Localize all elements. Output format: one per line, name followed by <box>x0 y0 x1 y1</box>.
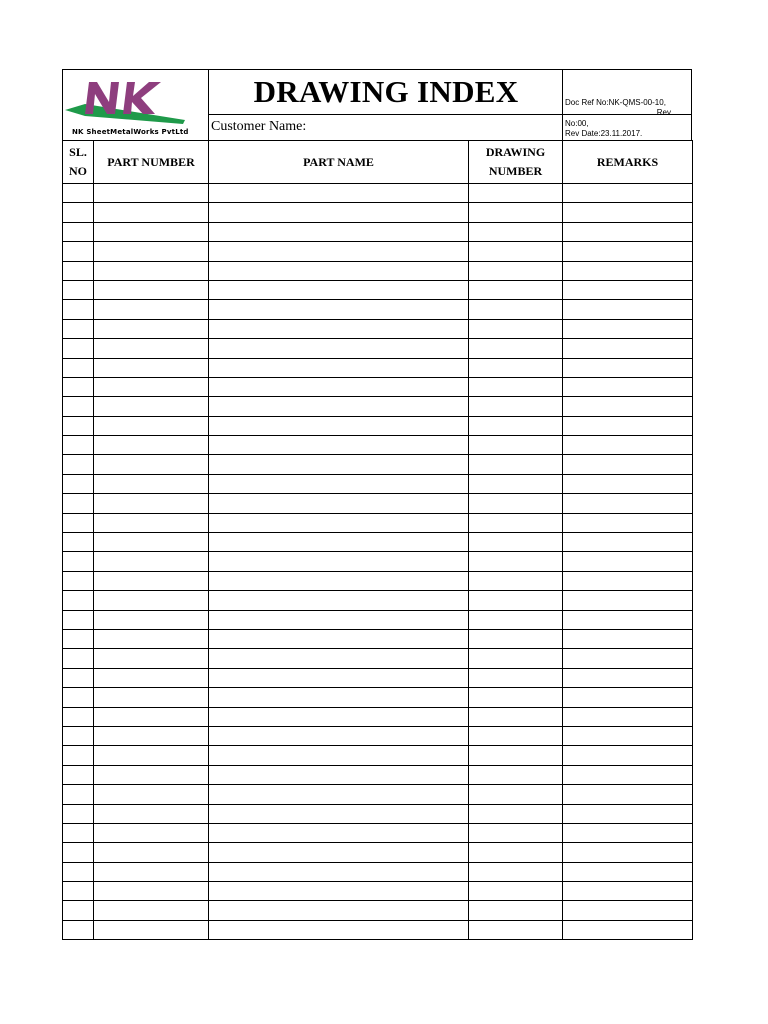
cell-remarks[interactable] <box>563 591 693 610</box>
cell-drawing-number[interactable] <box>469 184 563 203</box>
cell-sl-no[interactable] <box>63 280 94 299</box>
doc-divider <box>563 114 691 115</box>
cell-part-number[interactable] <box>94 474 209 493</box>
col-header-part-name: PART NAME <box>209 141 469 184</box>
cell-remarks[interactable] <box>563 242 693 261</box>
table-row <box>63 765 693 784</box>
cell-sl-no[interactable] <box>63 455 94 474</box>
cell-part-name[interactable] <box>209 765 469 784</box>
cell-part-number[interactable] <box>94 377 209 396</box>
cell-sl-no[interactable] <box>63 746 94 765</box>
cell-part-number[interactable] <box>94 629 209 648</box>
cell-drawing-number[interactable] <box>469 474 563 493</box>
cell-remarks[interactable] <box>563 397 693 416</box>
cell-remarks[interactable] <box>563 280 693 299</box>
cell-remarks[interactable] <box>563 300 693 319</box>
cell-part-name[interactable] <box>209 377 469 396</box>
cell-part-number[interactable] <box>94 882 209 901</box>
cell-sl-no[interactable] <box>63 416 94 435</box>
cell-drawing-number[interactable] <box>469 261 563 280</box>
cell-part-name[interactable] <box>209 901 469 920</box>
table-row <box>63 184 693 203</box>
cell-sl-no[interactable] <box>63 629 94 648</box>
customer-name-label: Customer Name: <box>211 119 307 134</box>
cell-sl-no[interactable] <box>63 901 94 920</box>
cell-remarks[interactable] <box>563 494 693 513</box>
cell-remarks[interactable] <box>563 785 693 804</box>
cell-part-number[interactable] <box>94 261 209 280</box>
cell-drawing-number[interactable] <box>469 552 563 571</box>
cell-sl-no[interactable] <box>63 319 94 338</box>
cell-drawing-number[interactable] <box>469 688 563 707</box>
customer-name-row <box>209 114 562 140</box>
doc-rev-date: Rev Date:23.11.2017. <box>565 129 643 138</box>
logo-letter-k <box>123 82 161 114</box>
header-block <box>62 69 692 141</box>
cell-sl-no[interactable] <box>63 649 94 668</box>
doc-rev-number: No:00, <box>565 119 589 128</box>
cell-part-number[interactable] <box>94 494 209 513</box>
cell-part-name[interactable] <box>209 184 469 203</box>
cell-part-name[interactable] <box>209 358 469 377</box>
cell-part-number[interactable] <box>94 688 209 707</box>
cell-remarks[interactable] <box>563 222 693 241</box>
cell-part-name[interactable] <box>209 533 469 552</box>
table-row <box>63 804 693 823</box>
cell-drawing-number[interactable] <box>469 319 563 338</box>
cell-sl-no[interactable] <box>63 804 94 823</box>
cell-drawing-number[interactable] <box>469 513 563 532</box>
cell-part-number[interactable] <box>94 804 209 823</box>
cell-part-number[interactable] <box>94 765 209 784</box>
table-body <box>63 184 693 940</box>
cell-drawing-number[interactable] <box>469 571 563 590</box>
cell-drawing-number[interactable] <box>469 494 563 513</box>
cell-sl-no[interactable] <box>63 222 94 241</box>
cell-part-name[interactable] <box>209 203 469 222</box>
cell-part-name[interactable] <box>209 688 469 707</box>
cell-part-number[interactable] <box>94 513 209 532</box>
cell-remarks[interactable] <box>563 688 693 707</box>
company-name: NK SheetMetalWorks PvtLtd <box>72 128 189 136</box>
cell-sl-no[interactable] <box>63 920 94 939</box>
cell-drawing-number[interactable] <box>469 785 563 804</box>
cell-drawing-number[interactable] <box>469 804 563 823</box>
cell-part-name[interactable] <box>209 746 469 765</box>
table-row <box>63 416 693 435</box>
cell-part-number[interactable] <box>94 416 209 435</box>
cell-part-number[interactable] <box>94 668 209 687</box>
cell-sl-no[interactable] <box>63 300 94 319</box>
cell-remarks[interactable] <box>563 707 693 726</box>
cell-part-name[interactable] <box>209 222 469 241</box>
table-row <box>63 203 693 222</box>
table-row <box>63 222 693 241</box>
cell-part-name[interactable] <box>209 591 469 610</box>
cell-part-number[interactable] <box>94 203 209 222</box>
cell-drawing-number[interactable] <box>469 629 563 648</box>
cell-remarks[interactable] <box>563 765 693 784</box>
table-row <box>63 300 693 319</box>
cell-sl-no[interactable] <box>63 203 94 222</box>
cell-part-name[interactable] <box>209 300 469 319</box>
cell-sl-no[interactable] <box>63 785 94 804</box>
cell-sl-no[interactable] <box>63 668 94 687</box>
col-header-remarks: REMARKS <box>563 141 693 184</box>
cell-part-name[interactable] <box>209 882 469 901</box>
cell-drawing-number[interactable] <box>469 280 563 299</box>
table-row <box>63 358 693 377</box>
cell-sl-no[interactable] <box>63 843 94 862</box>
table-row <box>63 494 693 513</box>
cell-part-name[interactable] <box>209 261 469 280</box>
drawing-index-sheet <box>62 69 692 940</box>
table-row <box>63 319 693 338</box>
cell-sl-no[interactable] <box>63 862 94 881</box>
cell-remarks[interactable] <box>563 358 693 377</box>
cell-remarks[interactable] <box>563 184 693 203</box>
cell-sl-no[interactable] <box>63 184 94 203</box>
cell-part-name[interactable] <box>209 785 469 804</box>
cell-drawing-number[interactable] <box>469 862 563 881</box>
table-row <box>63 629 693 648</box>
cell-part-name[interactable] <box>209 280 469 299</box>
table-row <box>63 552 693 571</box>
cell-drawing-number[interactable] <box>469 920 563 939</box>
cell-remarks[interactable] <box>563 629 693 648</box>
cell-sl-no[interactable] <box>63 377 94 396</box>
cell-part-name[interactable] <box>209 920 469 939</box>
cell-sl-no[interactable] <box>63 688 94 707</box>
cell-remarks[interactable] <box>563 746 693 765</box>
table-row <box>63 746 693 765</box>
cell-part-number[interactable] <box>94 920 209 939</box>
table-row <box>63 649 693 668</box>
cell-part-number[interactable] <box>94 222 209 241</box>
cell-part-name[interactable] <box>209 668 469 687</box>
cell-part-name[interactable] <box>209 319 469 338</box>
table-row <box>63 397 693 416</box>
cell-remarks[interactable] <box>563 416 693 435</box>
cell-part-name[interactable] <box>209 494 469 513</box>
cell-remarks[interactable] <box>563 436 693 455</box>
drawing-index-table <box>62 140 693 940</box>
cell-part-name[interactable] <box>209 862 469 881</box>
cell-sl-no[interactable] <box>63 242 94 261</box>
cell-part-name[interactable] <box>209 513 469 532</box>
cell-sl-no[interactable] <box>63 765 94 784</box>
cell-part-number[interactable] <box>94 397 209 416</box>
table-row <box>63 726 693 745</box>
cell-part-name[interactable] <box>209 629 469 648</box>
col-header-sl-no: SL. NO <box>63 141 94 184</box>
cell-sl-no[interactable] <box>63 339 94 358</box>
cell-sl-no[interactable] <box>63 591 94 610</box>
table-row <box>63 513 693 532</box>
table-header-row <box>63 141 693 184</box>
table-row <box>63 474 693 493</box>
cell-part-number[interactable] <box>94 455 209 474</box>
cell-part-number[interactable] <box>94 785 209 804</box>
cell-remarks[interactable] <box>563 474 693 493</box>
cell-part-number[interactable] <box>94 591 209 610</box>
cell-sl-no[interactable] <box>63 474 94 493</box>
cell-drawing-number[interactable] <box>469 610 563 629</box>
cell-remarks[interactable] <box>563 649 693 668</box>
cell-drawing-number[interactable] <box>469 416 563 435</box>
cell-drawing-number[interactable] <box>469 882 563 901</box>
cell-drawing-number[interactable] <box>469 222 563 241</box>
title-cell <box>209 70 563 140</box>
cell-part-name[interactable] <box>209 571 469 590</box>
cell-part-number[interactable] <box>94 436 209 455</box>
cell-remarks[interactable] <box>563 319 693 338</box>
cell-part-name[interactable] <box>209 707 469 726</box>
cell-drawing-number[interactable] <box>469 843 563 862</box>
cell-remarks[interactable] <box>563 882 693 901</box>
doc-rev-label: Rev <box>656 108 671 117</box>
cell-remarks[interactable] <box>563 901 693 920</box>
cell-part-number[interactable] <box>94 339 209 358</box>
cell-part-number[interactable] <box>94 552 209 571</box>
table-row <box>63 823 693 842</box>
cell-part-number[interactable] <box>94 533 209 552</box>
page-title: DRAWING INDEX <box>253 74 519 109</box>
cell-sl-no[interactable] <box>63 261 94 280</box>
table-row <box>63 533 693 552</box>
cell-drawing-number[interactable] <box>469 358 563 377</box>
table-row <box>63 280 693 299</box>
cell-part-name[interactable] <box>209 843 469 862</box>
table-row <box>63 688 693 707</box>
cell-drawing-number[interactable] <box>469 203 563 222</box>
cell-remarks[interactable] <box>563 455 693 474</box>
cell-remarks[interactable] <box>563 823 693 842</box>
cell-remarks[interactable] <box>563 610 693 629</box>
cell-part-number[interactable] <box>94 726 209 745</box>
cell-drawing-number[interactable] <box>469 300 563 319</box>
cell-sl-no[interactable] <box>63 397 94 416</box>
cell-part-number[interactable] <box>94 862 209 881</box>
cell-sl-no[interactable] <box>63 533 94 552</box>
cell-drawing-number[interactable] <box>469 726 563 745</box>
table-row <box>63 436 693 455</box>
table-row <box>63 261 693 280</box>
cell-part-name[interactable] <box>209 649 469 668</box>
cell-remarks[interactable] <box>563 862 693 881</box>
cell-drawing-number[interactable] <box>469 377 563 396</box>
cell-drawing-number[interactable] <box>469 591 563 610</box>
cell-part-name[interactable] <box>209 397 469 416</box>
cell-part-number[interactable] <box>94 610 209 629</box>
cell-drawing-number[interactable] <box>469 339 563 358</box>
cell-part-number[interactable] <box>94 823 209 842</box>
cell-sl-no[interactable] <box>63 823 94 842</box>
cell-part-name[interactable] <box>209 436 469 455</box>
cell-drawing-number[interactable] <box>469 436 563 455</box>
cell-part-number[interactable] <box>94 184 209 203</box>
cell-part-name[interactable] <box>209 242 469 261</box>
doc-ref-cell <box>563 70 691 140</box>
cell-remarks[interactable] <box>563 513 693 532</box>
cell-part-number[interactable] <box>94 843 209 862</box>
table-row <box>63 843 693 862</box>
cell-sl-no[interactable] <box>63 513 94 532</box>
cell-drawing-number[interactable] <box>469 668 563 687</box>
cell-remarks[interactable] <box>563 261 693 280</box>
table-row <box>63 571 693 590</box>
company-logo-icon <box>65 74 189 126</box>
cell-drawing-number[interactable] <box>469 242 563 261</box>
cell-part-number[interactable] <box>94 746 209 765</box>
cell-remarks[interactable] <box>563 726 693 745</box>
table-row <box>63 785 693 804</box>
cell-part-name[interactable] <box>209 552 469 571</box>
table-row <box>63 610 693 629</box>
table-row <box>63 455 693 474</box>
cell-drawing-number[interactable] <box>469 533 563 552</box>
cell-part-name[interactable] <box>209 474 469 493</box>
cell-drawing-number[interactable] <box>469 823 563 842</box>
table-row <box>63 901 693 920</box>
table-row <box>63 668 693 687</box>
cell-sl-no[interactable] <box>63 436 94 455</box>
doc-ref-number: Doc Ref No:NK-QMS-00-10, <box>565 98 666 107</box>
cell-sl-no[interactable] <box>63 552 94 571</box>
table-row <box>63 377 693 396</box>
logo-cell <box>63 70 209 140</box>
cell-part-name[interactable] <box>209 610 469 629</box>
cell-part-number[interactable] <box>94 300 209 319</box>
table-row <box>63 339 693 358</box>
cell-part-number[interactable] <box>94 358 209 377</box>
cell-part-name[interactable] <box>209 823 469 842</box>
cell-sl-no[interactable] <box>63 707 94 726</box>
table-row <box>63 920 693 939</box>
cell-remarks[interactable] <box>563 920 693 939</box>
cell-remarks[interactable] <box>563 571 693 590</box>
cell-part-number[interactable] <box>94 901 209 920</box>
table-row <box>63 707 693 726</box>
cell-remarks[interactable] <box>563 552 693 571</box>
cell-drawing-number[interactable] <box>469 901 563 920</box>
cell-sl-no[interactable] <box>63 494 94 513</box>
cell-part-number[interactable] <box>94 649 209 668</box>
cell-part-number[interactable] <box>94 571 209 590</box>
cell-remarks[interactable] <box>563 377 693 396</box>
col-header-part-number: PART NUMBER <box>94 141 209 184</box>
cell-drawing-number[interactable] <box>469 746 563 765</box>
cell-drawing-number[interactable] <box>469 455 563 474</box>
cell-sl-no[interactable] <box>63 726 94 745</box>
cell-remarks[interactable] <box>563 533 693 552</box>
cell-remarks[interactable] <box>563 203 693 222</box>
cell-part-number[interactable] <box>94 280 209 299</box>
table-row <box>63 591 693 610</box>
table-row <box>63 242 693 261</box>
table-row <box>63 862 693 881</box>
cell-part-name[interactable] <box>209 339 469 358</box>
cell-sl-no[interactable] <box>63 358 94 377</box>
cell-part-name[interactable] <box>209 455 469 474</box>
cell-drawing-number[interactable] <box>469 397 563 416</box>
cell-part-number[interactable] <box>94 707 209 726</box>
cell-remarks[interactable] <box>563 843 693 862</box>
cell-sl-no[interactable] <box>63 571 94 590</box>
cell-part-name[interactable] <box>209 416 469 435</box>
cell-part-name[interactable] <box>209 726 469 745</box>
cell-drawing-number[interactable] <box>469 649 563 668</box>
col-header-drawing-number: DRAWING NUMBER <box>469 141 563 184</box>
cell-remarks[interactable] <box>563 804 693 823</box>
cell-sl-no[interactable] <box>63 610 94 629</box>
cell-sl-no[interactable] <box>63 882 94 901</box>
cell-part-number[interactable] <box>94 319 209 338</box>
cell-remarks[interactable] <box>563 339 693 358</box>
cell-drawing-number[interactable] <box>469 707 563 726</box>
cell-part-number[interactable] <box>94 242 209 261</box>
cell-remarks[interactable] <box>563 668 693 687</box>
table-row <box>63 882 693 901</box>
cell-part-name[interactable] <box>209 804 469 823</box>
cell-drawing-number[interactable] <box>469 765 563 784</box>
